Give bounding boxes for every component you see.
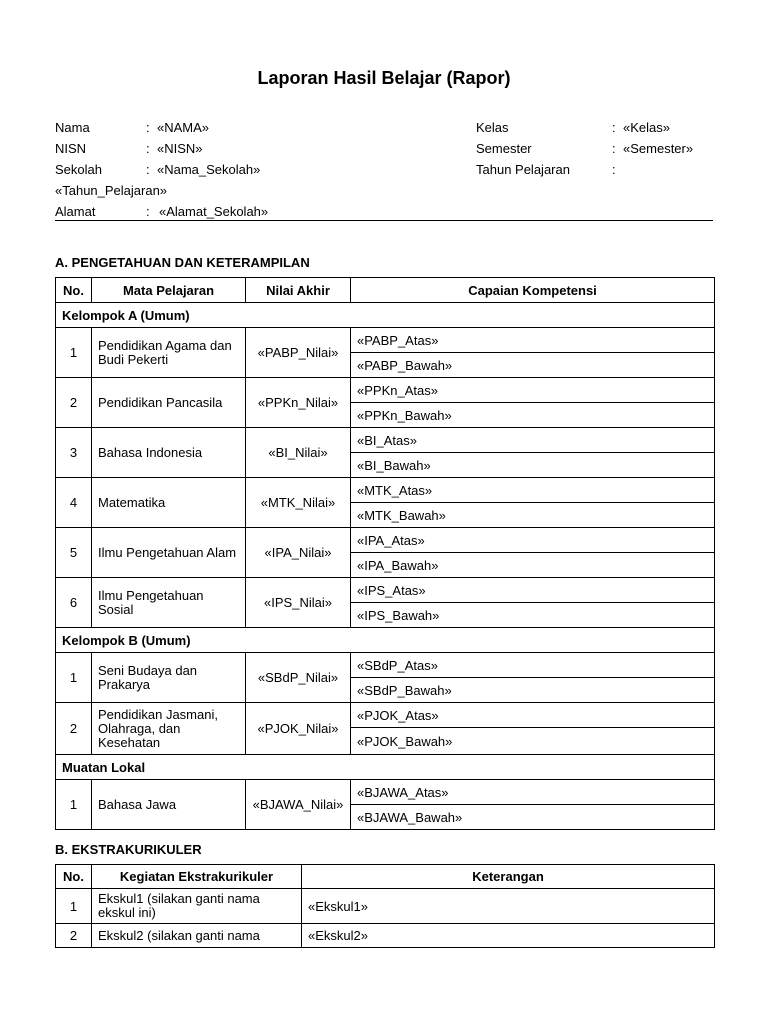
section-a-heading: A. PENGETAHUAN DAN KETERAMPILAN	[55, 255, 310, 270]
table-row	[56, 528, 715, 553]
table-row	[56, 578, 715, 603]
row-capaian-atas: «PPKn_Atas»	[351, 378, 715, 403]
section-b-heading: B. EKSTRAKURIKULER	[55, 842, 202, 857]
header-nilai-akhir: Nilai Akhir	[246, 278, 351, 303]
tahun-pelajaran-label: Tahun Pelajaran	[476, 162, 570, 177]
row-nilai: «IPS_Nilai»	[246, 578, 351, 628]
row-nilai: «MTK_Nilai»	[246, 478, 351, 528]
table-row	[56, 478, 715, 503]
alamat-value: «Alamat_Sekolah»	[159, 204, 269, 219]
header-no: No.	[56, 278, 92, 303]
row-capaian-bawah: «MTK_Bawah»	[351, 503, 715, 528]
row-nilai: «PJOK_Nilai»	[246, 703, 351, 755]
row-subject: Ilmu Pengetahuan Sosial	[92, 578, 246, 628]
colon: :	[612, 141, 616, 156]
row-capaian-bawah: «PJOK_Bawah»	[351, 728, 715, 755]
row-nilai: «PABP_Nilai»	[246, 328, 351, 378]
sekolah-label: Sekolah	[55, 162, 102, 177]
row-capaian-bawah: «IPA_Bawah»	[351, 553, 715, 578]
row-capaian-bawah: «SBdP_Bawah»	[351, 678, 715, 703]
row-no: 1	[56, 780, 92, 830]
sekolah-value: «Nama_Sekolah»	[157, 162, 261, 177]
row-subject: Bahasa Jawa	[92, 780, 246, 830]
colon: :	[146, 204, 150, 219]
row-nilai: «IPA_Nilai»	[246, 528, 351, 578]
colon: :	[146, 141, 150, 156]
group-kelompok-b: Kelompok B (Umum)	[56, 628, 715, 653]
row-keterangan: «Ekskul2»	[302, 924, 715, 948]
row-no: 3	[56, 428, 92, 478]
table-header-row	[56, 865, 715, 889]
row-subject: Pendidikan Agama dan Budi Pekerti	[92, 328, 246, 378]
header-no: No.	[56, 865, 92, 889]
row-no: 2	[56, 924, 92, 948]
row-no: 1	[56, 889, 92, 924]
group-muatan-lokal: Muatan Lokal	[56, 755, 715, 780]
row-subject: Ilmu Pengetahuan Alam	[92, 528, 246, 578]
table-row	[56, 924, 715, 948]
row-capaian-atas: «IPS_Atas»	[351, 578, 715, 603]
row-no: 2	[56, 703, 92, 755]
row-no: 5	[56, 528, 92, 578]
nisn-label: NISN	[55, 141, 87, 156]
page-title: Laporan Hasil Belajar (Rapor)	[257, 68, 511, 88]
header-keterangan: Keterangan	[302, 865, 715, 889]
kelas-value: «Kelas»	[623, 120, 670, 135]
row-no: 6	[56, 578, 92, 628]
nama-label: Nama	[55, 120, 90, 135]
row-capaian-atas: «SBdP_Atas»	[351, 653, 715, 678]
table-row	[56, 428, 715, 453]
row-capaian-bawah: «PABP_Bawah»	[351, 353, 715, 378]
row-subject: Bahasa Indonesia	[92, 428, 246, 478]
divider	[55, 220, 713, 221]
row-subject: Matematika	[92, 478, 246, 528]
colon: :	[612, 162, 616, 177]
row-kegiatan: Ekskul1 (silakan ganti nama ekskul ini)	[92, 889, 302, 924]
row-capaian-bawah: «BJAWA_Bawah»	[351, 805, 715, 830]
row-no: 1	[56, 653, 92, 703]
table-row	[56, 889, 715, 924]
row-nilai: «SBdP_Nilai»	[246, 653, 351, 703]
row-capaian-bawah: «IPS_Bawah»	[351, 603, 715, 628]
row-subject: Seni Budaya dan Prakarya	[92, 653, 246, 703]
group-kelompok-a: Kelompok A (Umum)	[56, 303, 715, 328]
table-row	[56, 703, 715, 728]
header-mata-pelajaran: Mata Pelajaran	[92, 278, 246, 303]
table-row	[56, 328, 715, 353]
grades-table	[55, 277, 715, 830]
table-row	[56, 653, 715, 678]
row-subject: Pendidikan Pancasila	[92, 378, 246, 428]
row-nilai: «BJAWA_Nilai»	[246, 780, 351, 830]
row-kegiatan: Ekskul2 (silakan ganti nama	[92, 924, 302, 948]
kelas-label: Kelas	[476, 120, 509, 135]
ekskul-table	[55, 864, 715, 948]
group-row	[56, 755, 715, 780]
colon: :	[612, 120, 616, 135]
tahun-pelajaran-value: «Tahun_Pelajaran»	[55, 183, 168, 198]
nama-value: «NAMA»	[157, 120, 210, 135]
row-no: 2	[56, 378, 92, 428]
row-nilai: «PPKn_Nilai»	[246, 378, 351, 428]
row-capaian-atas: «PABP_Atas»	[351, 328, 715, 353]
semester-value: «Semester»	[623, 141, 694, 156]
table-row	[56, 780, 715, 805]
table-header-row	[56, 278, 715, 303]
row-capaian-bawah: «PPKn_Bawah»	[351, 403, 715, 428]
alamat-label: Alamat	[55, 204, 96, 219]
colon: :	[146, 162, 150, 177]
row-capaian-atas: «BJAWA_Atas»	[351, 780, 715, 805]
table-row	[56, 378, 715, 403]
row-subject: Pendidikan Jasmani, Olahraga, dan Kesehatan	[92, 703, 246, 755]
row-no: 4	[56, 478, 92, 528]
group-row	[56, 303, 715, 328]
header-kegiatan: Kegiatan Ekstrakurikuler	[92, 865, 302, 889]
nisn-value: «NISN»	[157, 141, 203, 156]
semester-label: Semester	[476, 141, 532, 156]
group-row	[56, 628, 715, 653]
row-capaian-atas: «BI_Atas»	[351, 428, 715, 453]
row-capaian-atas: «PJOK_Atas»	[351, 703, 715, 728]
header-capaian-kompetensi: Capaian Kompetensi	[351, 278, 715, 303]
row-keterangan: «Ekskul1»	[302, 889, 715, 924]
row-capaian-bawah: «BI_Bawah»	[351, 453, 715, 478]
row-capaian-atas: «MTK_Atas»	[351, 478, 715, 503]
row-capaian-atas: «IPA_Atas»	[351, 528, 715, 553]
row-nilai: «BI_Nilai»	[246, 428, 351, 478]
row-no: 1	[56, 328, 92, 378]
colon: :	[146, 120, 150, 135]
